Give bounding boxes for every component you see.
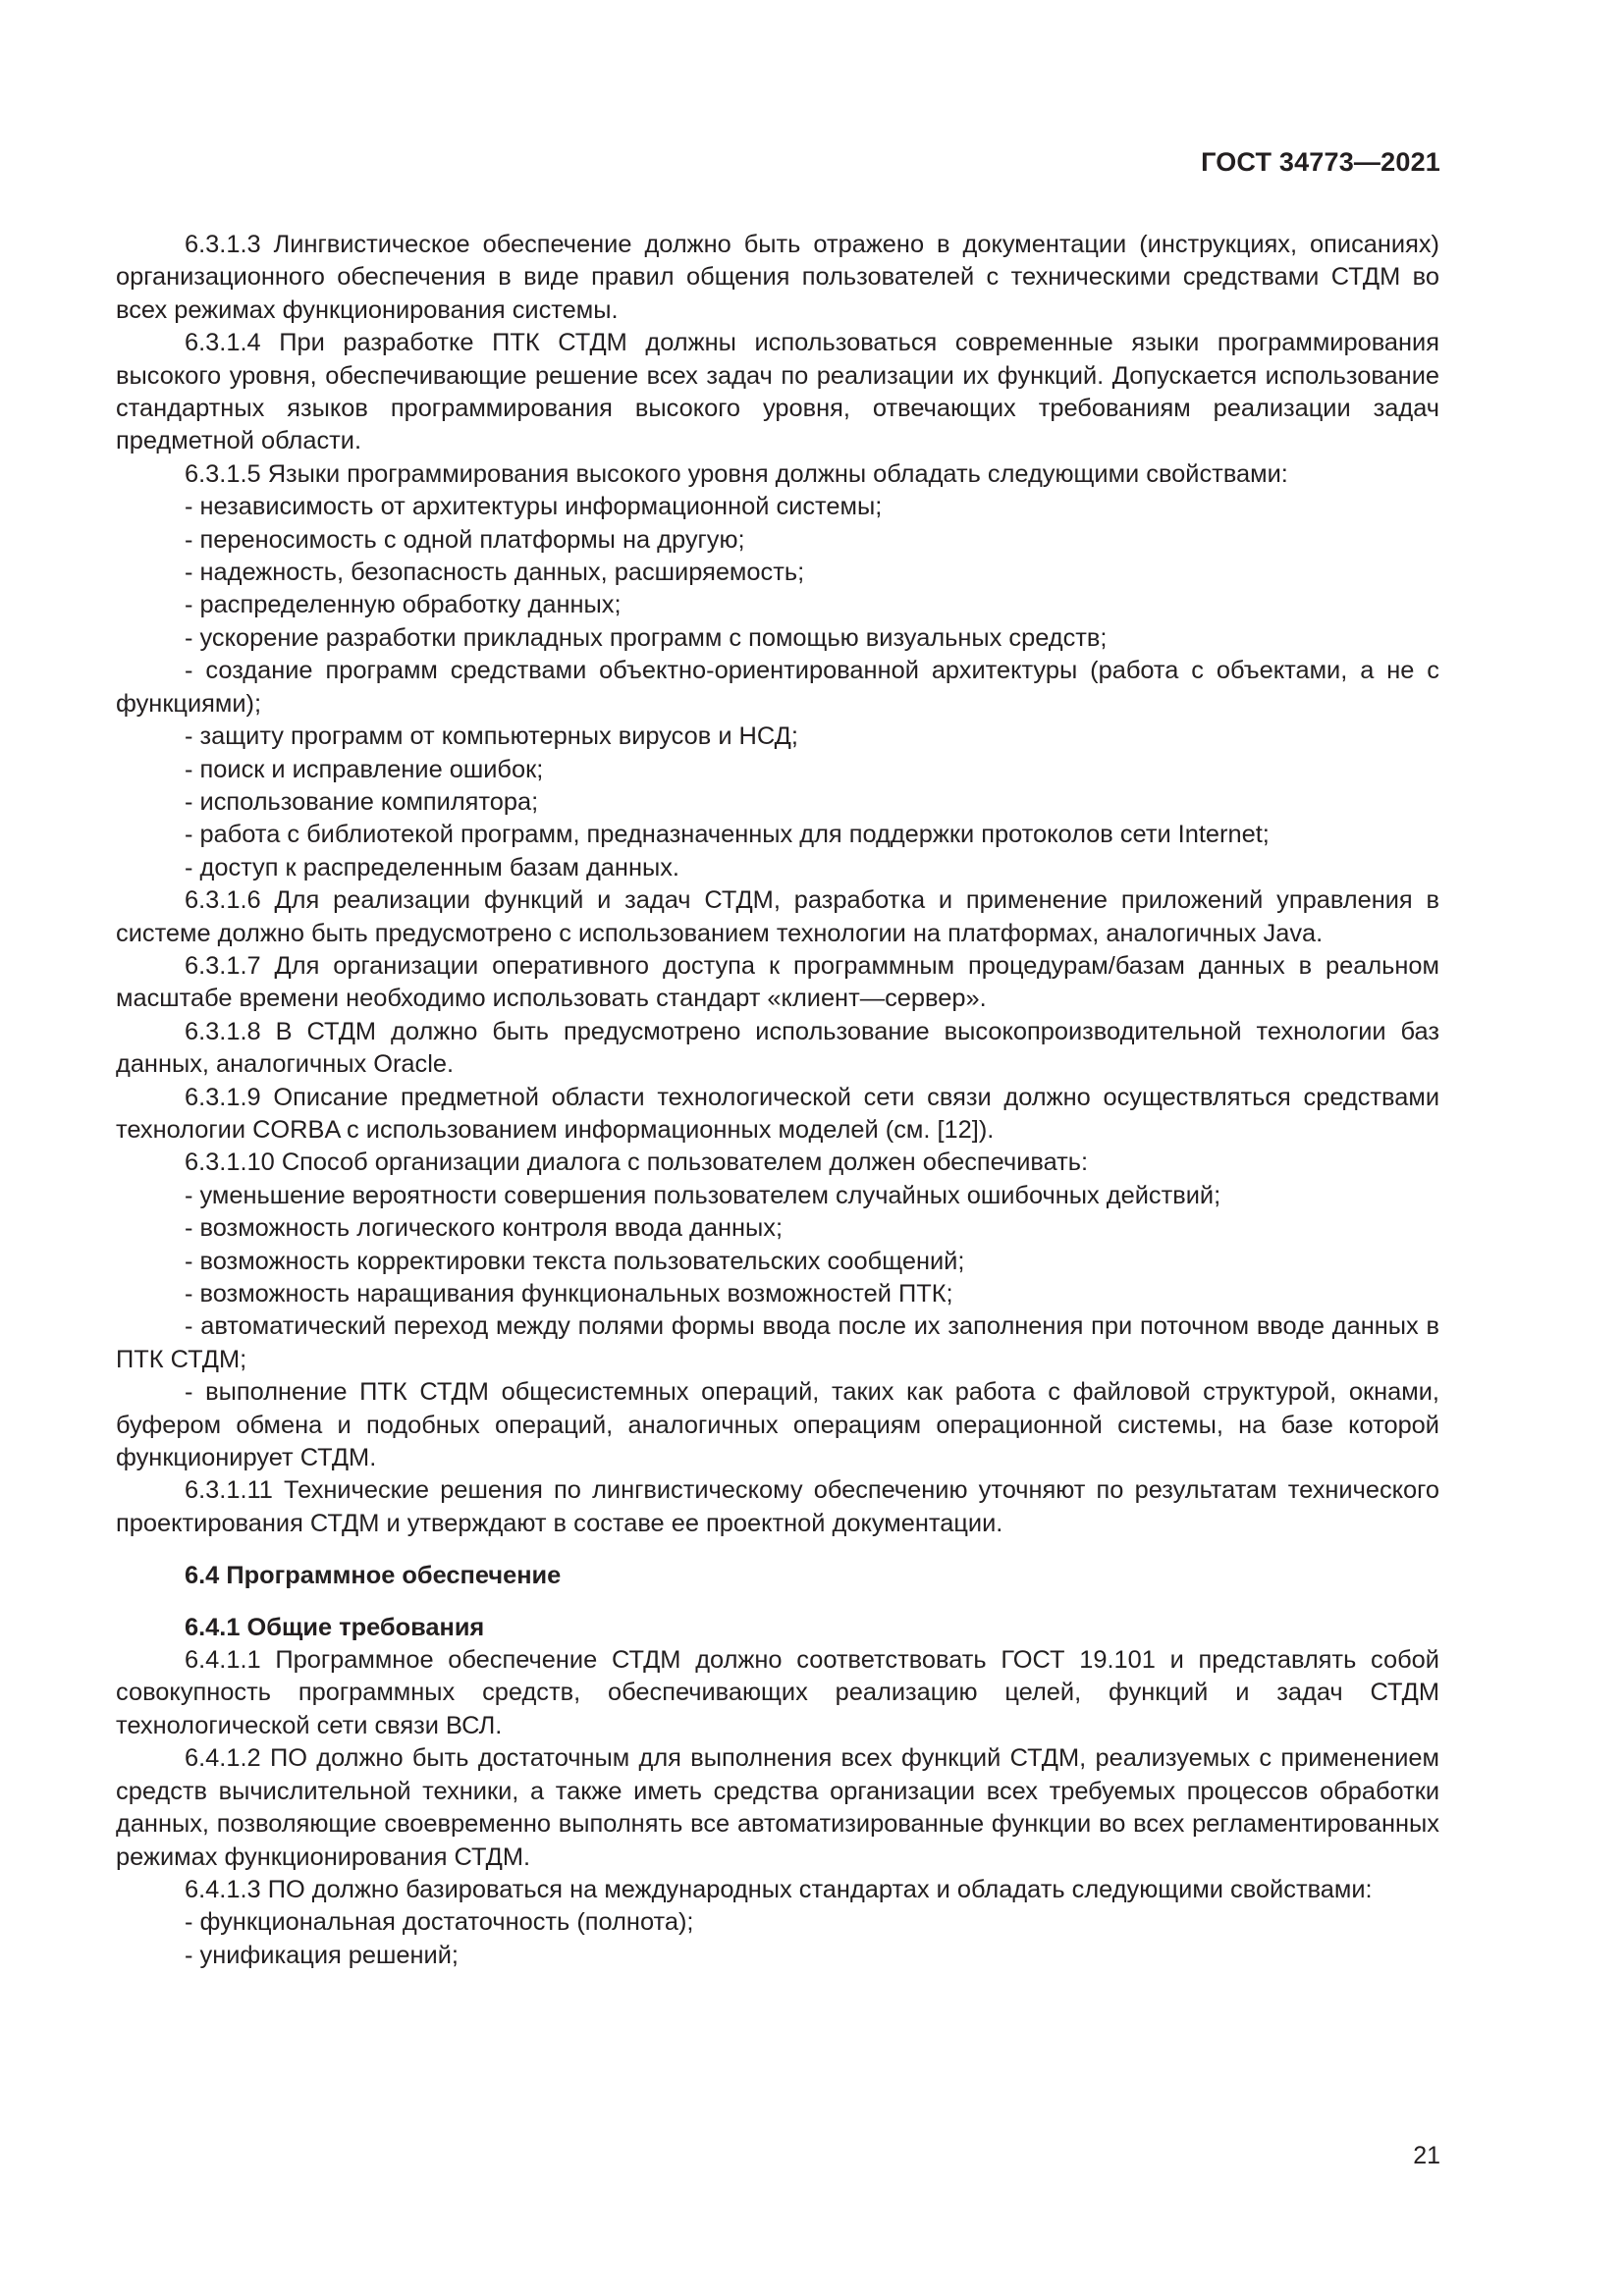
paragraph-6-3-1-3: 6.3.1.3 Лингвистическое обеспечение должно быть отражено в документации (инструкциях, описаниях) организационного обеспечения в виде правил общения пользователей с техническими средствами СТДМ во всех режимах функционирования системы. [116,231,1439,324]
list-item: - автоматический переход между полями формы ввода после их заполнения при поточном вводе данных в ПТК СТДМ; [116,1312,1439,1373]
paragraph-6-3-1-7: 6.3.1.7 Для организации оперативного доступа к программным процедурам/базам данных в реальном масштабе времени необходимо использовать стандарт «клиент—сервер». [116,951,1439,1013]
paragraph-6-3-1-11: 6.3.1.11 Технические решения по лингвистическому обеспечению уточняют по результатам технического проектирования СТДМ и утверждают в составе ее проектной документации. [116,1476,1439,1537]
list-item: - выполнение ПТК СТДМ общесистемных операций, таких как работа с файловой структурой, окнами, буфером обмена и подобных операций, аналогичных операциям операционной системы, на базе которой функционирует СТДМ. [116,1378,1439,1472]
list-item: - создание программ средствами объектно-ориентированной архитектуры (работа с объектами, а не с функциями); [116,657,1439,718]
list-item: - уменьшение вероятности совершения пользователем случайных ошибочных действий; [185,1181,1221,1209]
paragraph-6-4-1-2: 6.4.1.2 ПО должно быть достаточным для выполнения всех функций СТДМ, реализуемых с применением средств вычислительной техники, а также иметь средства организации всех требуемых процессов обработки данных, позволяющие своевременно выполнять все автоматизированные функции во всех регламентированных режимах функционирования СТДМ. [116,1744,1439,1871]
list-item: - распределенную обработку данных; [185,591,622,619]
page-number: 21 [1413,2142,1440,2169]
list-item: - использование компилятора; [185,787,539,816]
paragraph-6-3-1-8: 6.3.1.8 В СТДМ должно быть предусмотрено использование высокопроизводительной технологии баз данных, аналогичных Oracle. [116,1017,1439,1079]
list-item: - возможность логического контроля ввода данных; [185,1214,784,1243]
paragraph-6-3-1-4: 6.3.1.4 При разработке ПТК СТДМ должны использоваться современные языки программирования высокого уровня, обеспечивающие решение всех задач по реализации их функций. Допускается использование стандартных языков программирования высокого уровня, отвечающих требованиям реализации задач предметной области. [116,329,1439,455]
list-item: - возможность наращивания функциональных возможностей ПТК; [185,1280,953,1308]
paragraph-6-3-1-5: 6.3.1.5 Языки программирования высокого уровня должны обладать следующими свойствами: [185,459,1288,488]
document-id: ГОСТ 34773—2021 [1201,147,1440,177]
paragraph-6-4-1-1: 6.4.1.1 Программное обеспечение СТДМ должно соответствовать ГОСТ 19.101 и представлять собой совокупность программных средств, обеспечивающих реализацию целей, функций и задач СТДМ технологической сети связи ВСЛ. [116,1646,1439,1739]
section-heading-6-4: 6.4 Программное обеспечение [185,1562,562,1590]
list-item: - функциональная достаточность (полнота); [185,1908,694,1937]
document-body [116,229,1439,1972]
paragraph-6-3-1-9: 6.3.1.9 Описание предметной области технологической сети связи должно осуществляться средствами технологии CORBA с использованием информационных моделей (см. [12]). [116,1083,1439,1144]
list-item: - работа с библиотекой программ, предназначенных для поддержки протоколов сети Internet; [185,821,1270,849]
subsection-heading-6-4-1: 6.4.1 Общие требования [185,1613,485,1641]
list-item: - надежность, безопасность данных, расширяемость; [185,559,805,587]
list-item: - доступ к распределенным базам данных. [185,853,679,881]
list-item: - ускорение разработки прикладных программ с помощью визуальных средств; [185,623,1108,652]
paragraph-6-3-1-6: 6.3.1.6 Для реализации функций и задач СТДМ, разработка и применение приложений управления в системе должно быть предусмотрено с использованием технологии на платформах, аналогичных Java. [116,886,1439,947]
list-item: - унификация решений; [185,1941,459,1969]
list-item: - переносимость с одной платформы на другую; [185,525,745,554]
list-item: - возможность корректировки текста пользовательских сообщений; [185,1247,965,1275]
list-item: - поиск и исправление ошибок; [185,755,544,783]
list-item: - независимость от архитектуры информационной системы; [185,493,883,521]
list-item: - защиту программ от компьютерных вирусов и НСД; [185,722,798,751]
paragraph-6-3-1-10: 6.3.1.10 Способ организации диалога с пользователем должен обеспечивать: [185,1148,1089,1177]
paragraph-6-4-1-3: 6.4.1.3 ПО должно базироваться на международных стандартах и обладать следующими свойствами: [185,1875,1373,1903]
